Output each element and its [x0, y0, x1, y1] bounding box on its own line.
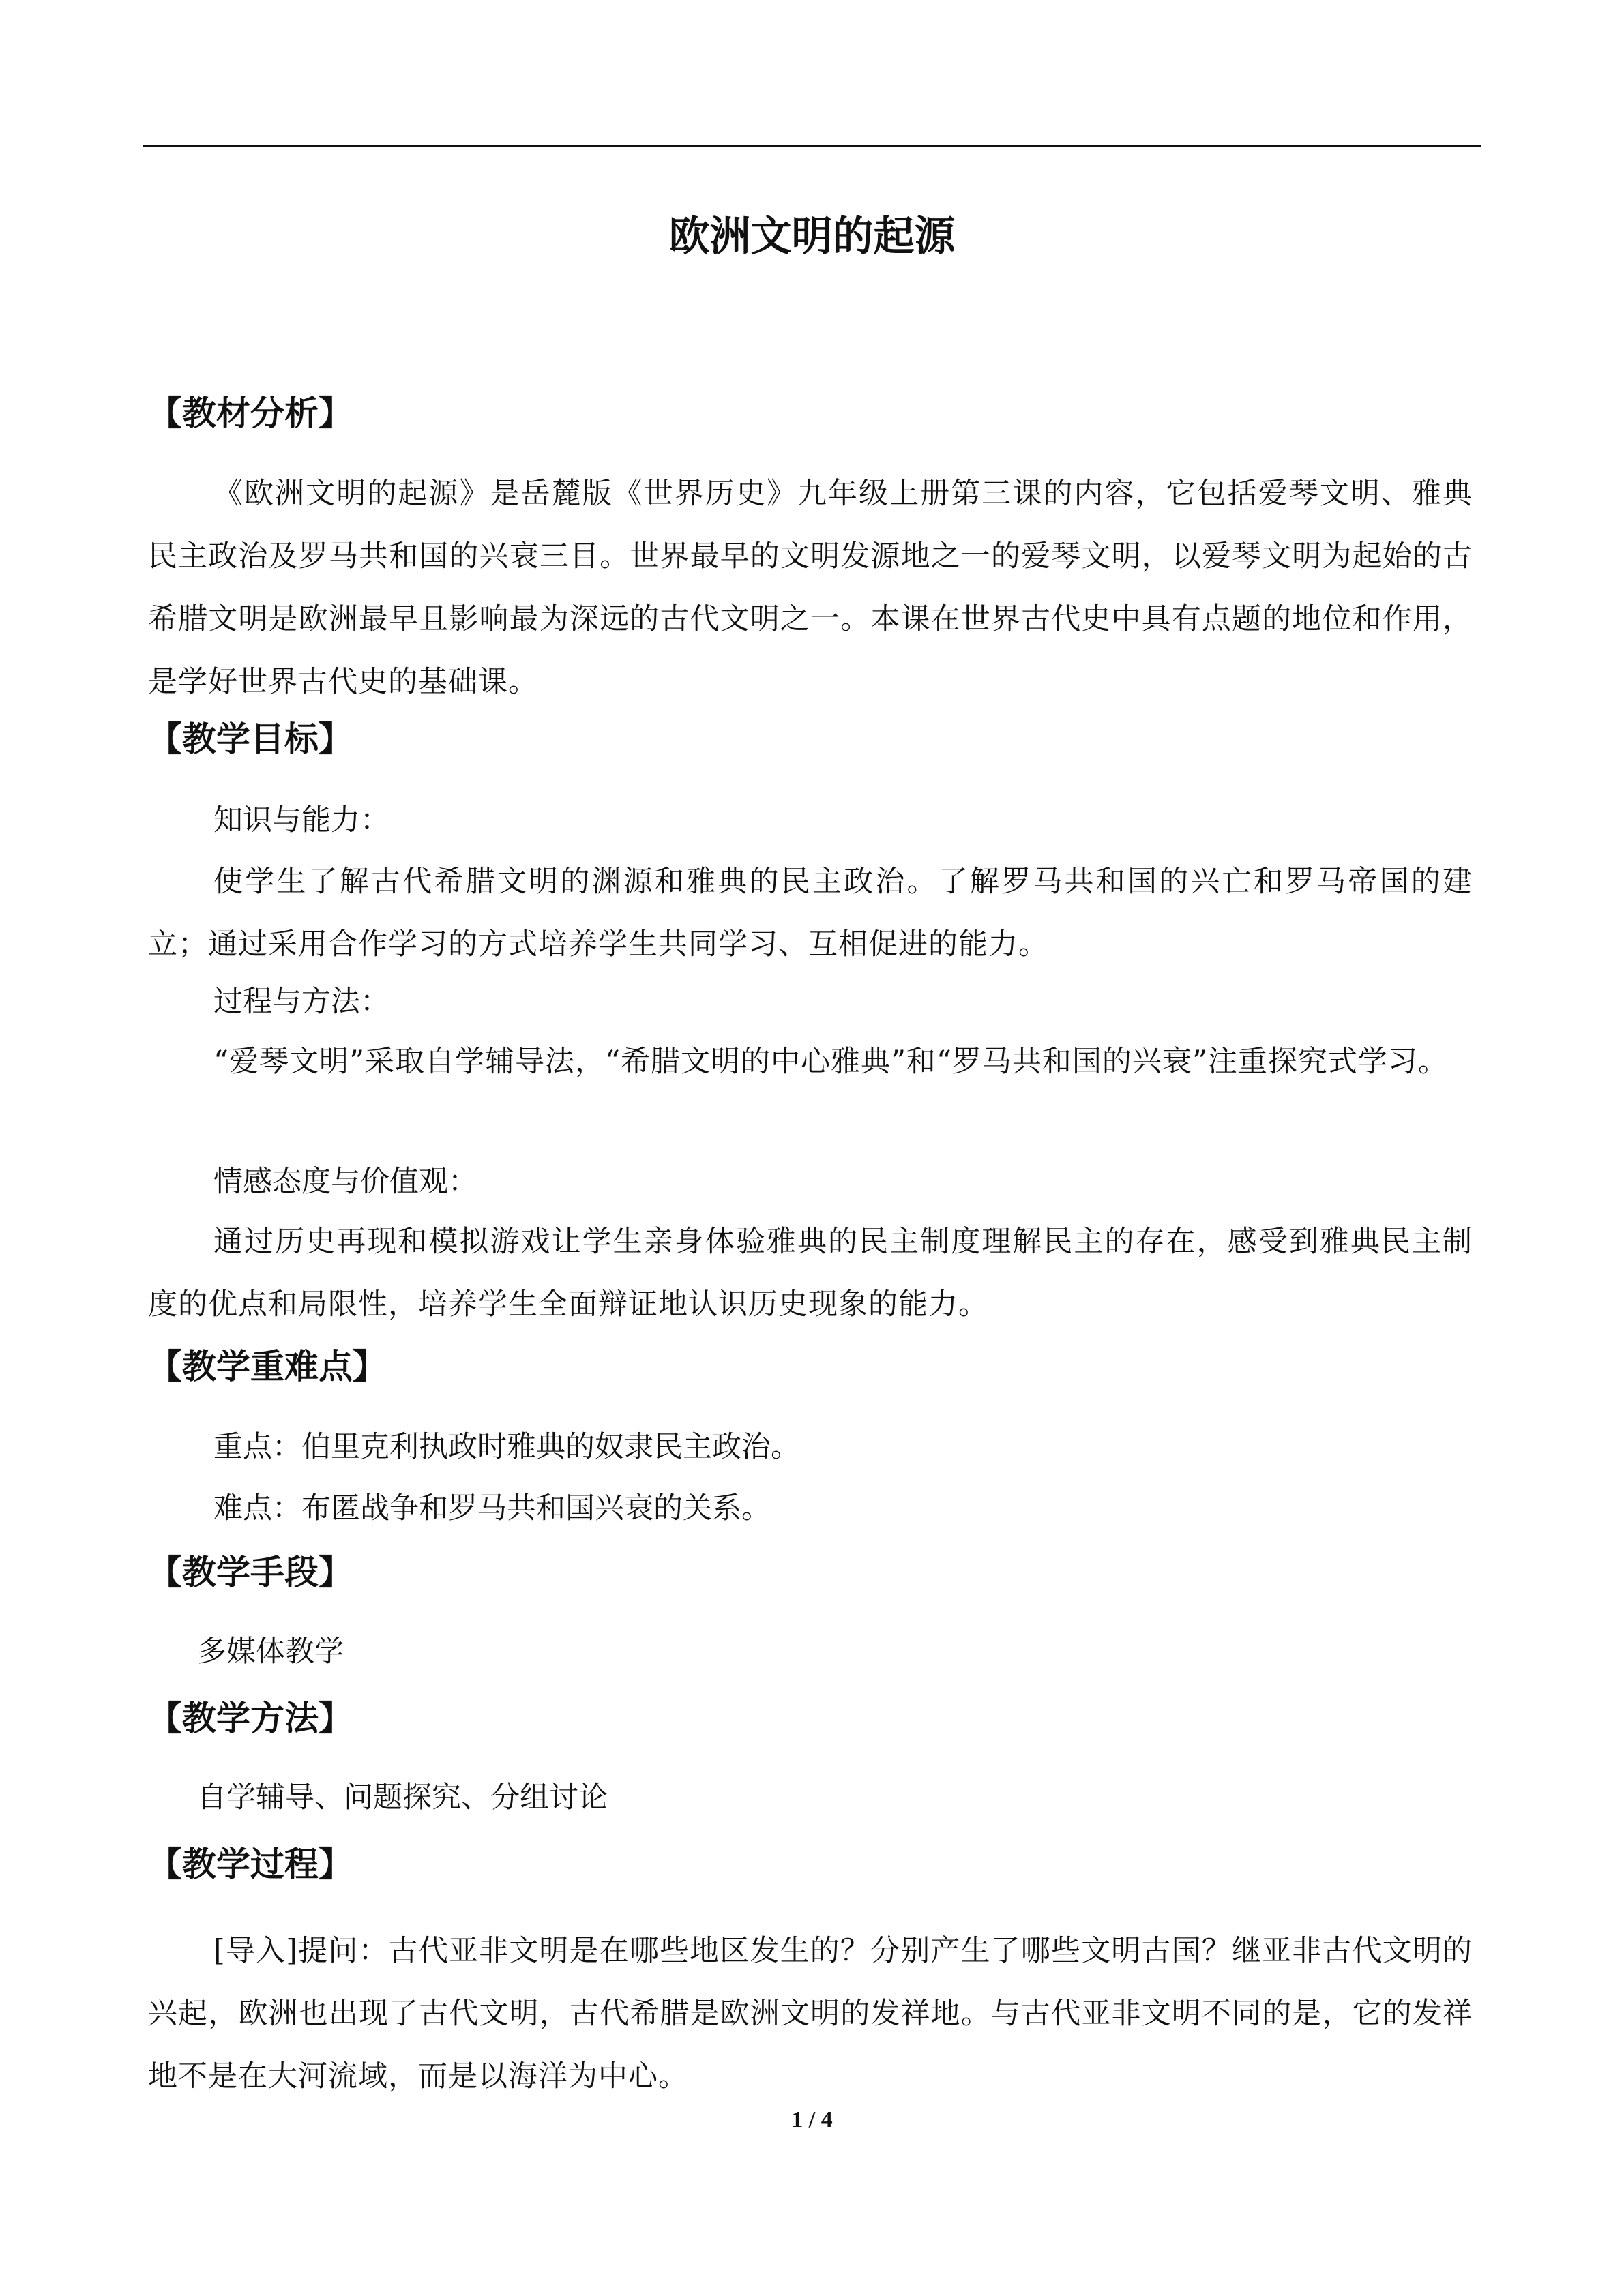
section-heading-methods: 【教学方法】: [148, 1699, 353, 1738]
knowledge-label: 知识与能力：: [213, 803, 389, 837]
emotion-label: 情感态度与价值观：: [213, 1165, 477, 1199]
header-rule: [143, 145, 1481, 147]
section-heading-process: 【教学过程】: [148, 1845, 353, 1884]
section-heading-analysis: 【教材分析】: [148, 393, 353, 433]
process-label: 过程与方法：: [213, 985, 389, 1019]
means-text: 多媒体教学: [197, 1635, 344, 1669]
knowledge-text: 使学生了解古代希腊文明的渊源和雅典的民主政治。了解罗马共和国的兴亡和罗马帝国的建立；通过采用合作学习的方式培养学生共同学习、互相促进的能力。: [148, 865, 1473, 961]
key-point: 重点：伯里克利执政时雅典的奴隶民主政治。: [213, 1430, 800, 1464]
process-paragraph: [导入]提问：古代亚非文明是在哪些地区发生的？分别产生了哪些文明古国？继亚非古代文明的兴起，欧洲也出现了古代文明，古代希腊是欧洲文明的发祥地。与古代亚非文明不同的是，它的发祥地不是在大河流域，而是以海洋为中心。: [148, 1934, 1473, 2093]
methods-text: 自学辅导、问题探究、分组讨论: [197, 1780, 608, 1815]
section-heading-goals: 【教学目标】: [148, 719, 353, 759]
process-text: “爱琴文明”采取自学辅导法，“希腊文明的中心雅典”和“罗马共和国的兴衰”注重探究式学习。: [213, 1045, 1448, 1079]
emotion-text: 通过历史再现和模拟游戏让学生亲身体验雅典的民主制度理解民主的存在，感受到雅典民主制度的优点和局限性，培养学生全面辩证地认识历史现象的能力。: [148, 1225, 1473, 1322]
page-number: 1 / 4: [791, 2107, 833, 2132]
document-title: 欧洲文明的起源: [668, 213, 956, 260]
section-heading-means: 【教学手段】: [148, 1553, 353, 1592]
section-heading-key-points: 【教学重难点】: [148, 1347, 387, 1386]
analysis-paragraph: 《欧洲文明的起源》是岳麓版《世界历史》九年级上册第三课的内容，它包括爱琴文明、雅典民主政治及罗马共和国的兴衰三目。世界最早的文明发源地之一的爱琴文明，以爱琴文明为起始的古希腊文明是欧洲最早且影响最为深远的古代文明之一。本课在世界古代史中具有点题的地位和作用，是学好世界古代史的基础课。: [148, 477, 1473, 699]
difficult-point: 难点：布匿战争和罗马共和国兴衰的关系。: [213, 1491, 771, 1525]
